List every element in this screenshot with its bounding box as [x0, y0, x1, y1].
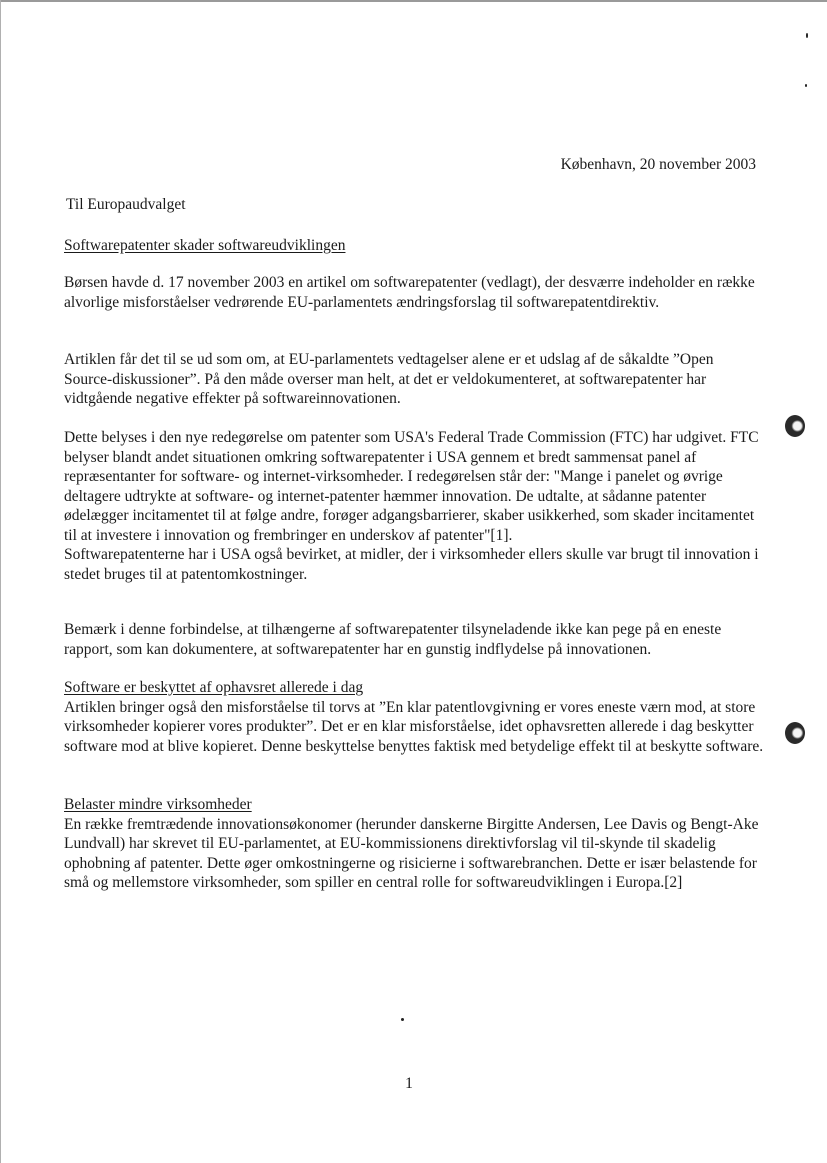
- recipient-line: Til Europaudvalget: [66, 196, 186, 213]
- page-number: 1: [405, 1075, 413, 1092]
- paragraph-text: Dette belyses i den nye redegørelse om patenter som USA's Federal Trade Commission (FTC) har udgivet. FTC belyser blandt andet situationen omkring softwarepatenter i USA gennem et bredt sammensat panel af repræsentanter for software- og internet-virksomheder. I redegørelsen står der: "Mange i panelet og øvrige deltagere udtrykte at software- og internet-patenter hæmmer innovation. De udtalte, at sådanne patenter ødelægger incitamentet til at følge andre, forøger adgangsbarrierer, skaber usikkerhed, som skader incitamentet til at investere i innovation og frembringer en underskov af patenter"[1].: [64, 429, 759, 544]
- paragraph-text: Børsen havde d. 17 november 2003 en artikel om softwarepatenter (vedlagt), der desværre indeholder en række alvorlige misforståelser vedrørende EU-parlamentets ændringsforslag til softwarepatentdirektiv.: [64, 274, 755, 311]
- scan-border-left: [0, 0, 1, 1163]
- paragraph-text: Artiklen får det til se ud som om, at EU-parlamentets vedtagelser alene er et udslag af de såkaldte ”Open Source-diskussioner”. På den måde overser man helt, at det er veldokumenteret, at softwarepatenter har vidtgående negative effekter på softwareinnovationen.: [64, 351, 714, 407]
- paragraph-2: [64, 350, 764, 409]
- section-heading: Belaster mindre virksomheder: [64, 796, 252, 813]
- paragraph-3: [64, 428, 764, 584]
- punch-hole-icon: [785, 415, 805, 437]
- paragraph-1: [64, 273, 764, 312]
- scan-border-top: [0, 0, 827, 2]
- paragraph-5: [64, 620, 764, 659]
- section-heading: Software er beskyttet af ophavsret allerede i dag: [64, 679, 364, 696]
- paragraph-text: Bemærk i denne forbindelse, at tilhængerne af softwarepatenter tilsyneladende ikke kan pege på en eneste rapport, som kan dokumentere, at softwarepatenter har en gunstig indflydelse på innovationen.: [64, 621, 722, 658]
- date-line: København, 20 november 2003: [560, 156, 756, 173]
- scan-speck: [806, 33, 808, 38]
- paragraph-text: Softwarepatenterne har i USA også bevirket, at midler, der i virksomheder ellers skulle var brugt til innovation i stedet bruges til at patentomkostninger.: [64, 546, 759, 583]
- punch-hole-icon: [785, 722, 805, 744]
- section-copyright: [64, 678, 764, 756]
- section-body: Artiklen bringer også den misforståelse til torvs at ”En klar patentlovgivning er vores eneste værn mod, at store virksomheder kopierer vores produkter”. Det er en klar misforståelse, idet ophavsretten allerede i dag beskytter software mod at blive kopieret. Denne beskyttelse benyttes faktisk med betydelige effekt til at beskytte software.: [64, 698, 764, 755]
- document-title: Softwarepatenter skader softwareudviklingen: [64, 237, 346, 254]
- scan-speck: [401, 1018, 404, 1021]
- scan-speck: [805, 84, 807, 87]
- document-title-block: [64, 236, 764, 256]
- section-small-business: [64, 795, 764, 893]
- section-body: En række fremtrædende innovationsøkonomer (herunder danskerne Birgitte Andersen, Lee Davis og Bengt-Ake Lundvall) har skrevet til EU-parlamentet, at EU-kommissionens direktivforslag vil til-skynde til skadelig ophobning af patenter. Dette øger omkostningerne og risicierne i softwarebranchen. Dette er især belastende for små og mellemstore virksomheder, som spiller en central rolle for softwareudviklingen i Europa.[2]: [64, 815, 759, 891]
